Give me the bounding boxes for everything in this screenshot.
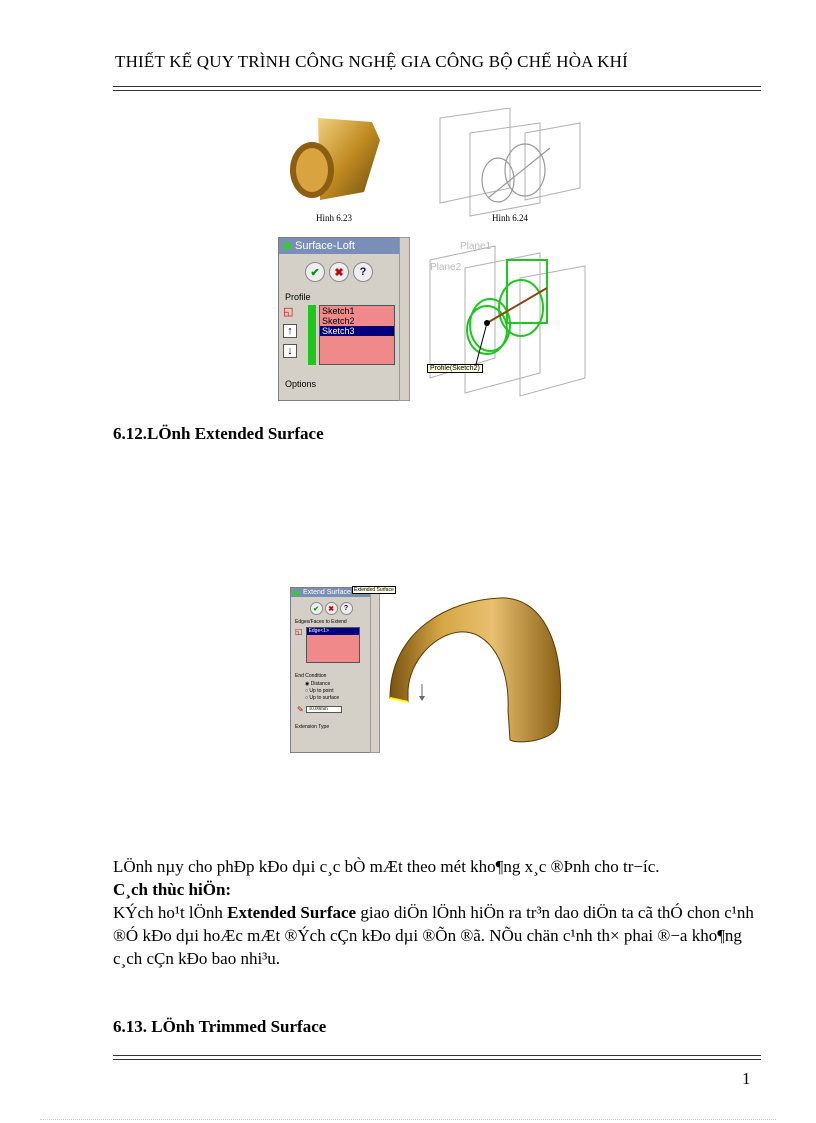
footer-rule (113, 1055, 761, 1056)
header-rule (113, 86, 761, 87)
extend-ok-button[interactable]: ✔ (310, 602, 323, 615)
surface-loft-icon (283, 242, 291, 250)
end-condition-group-label: End Condition (295, 673, 327, 679)
move-up-icon[interactable]: ↑ (283, 324, 297, 338)
radio-up-to-surface[interactable]: ○ Up to surface (305, 695, 340, 701)
profile-list[interactable] (319, 305, 395, 365)
extend-cancel-button[interactable]: ✖ (325, 602, 338, 615)
surface-loft-panel (278, 237, 400, 401)
list-item-selected[interactable]: Edge<1> (307, 628, 359, 635)
radio-up-to-point[interactable]: ○ Up to point (305, 688, 334, 694)
page-number: 1 (742, 1069, 751, 1088)
profile-group-label: Profile (285, 292, 311, 302)
plane1-label: Plane1 (460, 241, 492, 252)
figure-6-24-caption: Hình 6.24 (492, 213, 528, 223)
how-to-label: C¸ch thùc hiÖn: (113, 880, 232, 899)
figure-6-23-caption: Hình 6.23 (316, 213, 352, 223)
distance-icon: ✎ (297, 705, 304, 714)
extend-surface-title: Extend Surface (303, 589, 351, 596)
list-item-selected[interactable]: Sketch3 (320, 326, 394, 336)
cancel-button[interactable]: ✖ (329, 262, 349, 282)
extension-type-group-label[interactable]: Extension Type (295, 724, 330, 730)
radio-distance[interactable]: ◉ Distance (305, 681, 331, 687)
plane2-label: Plane2 (430, 262, 462, 273)
move-down-icon[interactable]: ↓ (283, 344, 297, 358)
paragraph-description: LÖnh nµy cho phÐp kÐo dµi c¸c bÒ mÆt theo mét kho¶ng x¸c ®Þnh cho tr−íc. (113, 857, 660, 876)
section-heading-6-13: 6.13. LÖnh Trimmed Surface (113, 1017, 327, 1036)
distance-input[interactable]: 10.00mm (306, 706, 342, 713)
surface-loft-title: Surface-Loft (295, 240, 355, 252)
header-rule-2 (113, 90, 761, 91)
list-item[interactable]: Sketch2 (322, 316, 355, 326)
footer-rule-2 (113, 1059, 761, 1060)
page-header-title: THIẾT KẾ QUY TRÌNH CÔNG NGHỆ GIA CÔNG BỘ CHẾ HÒA KHÍ (115, 52, 628, 71)
surface-loft-scrollbar[interactable] (399, 237, 410, 401)
edges-list[interactable] (306, 627, 360, 663)
list-item[interactable]: Sketch1 (322, 306, 355, 316)
section-heading-6-12: 6.12.LÖnh Extended Surface (113, 424, 324, 443)
page-bottom-dotted-line (40, 1119, 776, 1120)
figure-6-23-shape (280, 100, 390, 210)
profile-list-indicator (308, 305, 316, 365)
extend-surface-icon (293, 590, 299, 596)
paragraph-instructions: KÝch ho¹t lÖnh Extended Surface giao diÖn lÖnh hiÖn ra tr³n dao diÖn ta cã thÓ chon c¹nh ®Ó kÐo dµi hoÆc mÆt ®Ých cÇn kÐo dµi ®Õn ®ã. NÕu chän c¹nh th× phai ®−a kho¶ng c¸ch cÇn kÐo bao nhi³u. (113, 903, 754, 968)
edge-selection-icon: ◱ (295, 627, 303, 636)
help-button[interactable]: ? (353, 262, 373, 282)
extended-surface-tooltip: Extended Surface (354, 587, 394, 593)
edges-group-label: Edges/Faces to Extend (295, 619, 347, 625)
profile-callout: Profile(Sketch2) (427, 364, 483, 373)
extended-surface-shape (380, 590, 580, 748)
surface-loft-title-bar (279, 238, 399, 254)
figure-6-24-wireframe (430, 108, 600, 218)
extend-panel-scrollbar[interactable] (370, 587, 380, 753)
options-group-label[interactable]: Options (285, 379, 317, 389)
extend-help-button[interactable]: ? (340, 602, 353, 615)
ok-button[interactable]: ✔ (305, 262, 325, 282)
extend-surface-panel (290, 587, 372, 753)
profile-selection-icon: ◱ (283, 306, 294, 318)
